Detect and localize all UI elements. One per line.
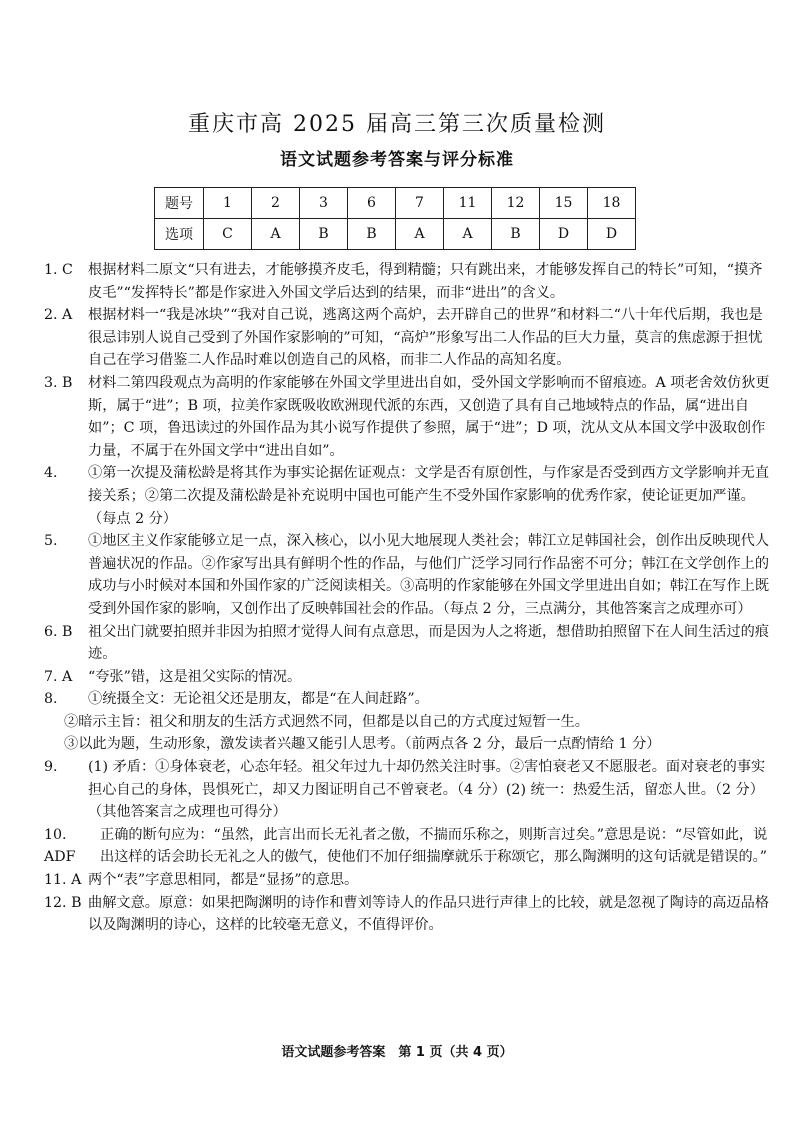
answer-option: B — [492, 219, 540, 250]
option-row — [155, 219, 636, 250]
item-number: 9. — [44, 759, 58, 776]
answer-item-1 — [44, 259, 774, 304]
question-number: 1 — [204, 188, 252, 219]
item-number: 12. B — [44, 894, 82, 911]
row-header-option: 选项 — [155, 219, 204, 250]
item-number: 11. A — [44, 872, 82, 889]
item-text: 祖父出门就要拍照并非因为拍照才觉得人间有点意思，而是因为人之将逝，想借助拍照留下在人间生活过的痕迹。 — [88, 623, 770, 663]
question-number: 3 — [300, 188, 348, 219]
question-row — [155, 188, 636, 219]
item-text: “夸张”错，这是祖父实际的情况。 — [88, 668, 302, 685]
answer-item-4 — [44, 462, 774, 530]
page-subtitle: 语文试题参考答案与评分标准 — [280, 150, 514, 170]
item-text: 两个“表”字意思相同，都是“显扬”的意思。 — [88, 872, 359, 889]
item-text: ①第一次提及蒲松龄是将其作为事实论据佐证观点：文学是否有原创性，与作家是否受到西方文学影响并无直接关系；②第二次提及蒲松龄是补充说明中国也可能产生不受外国作家影响的优秀作家，使论证更加严谨。（每点 2 分） — [88, 465, 770, 527]
item-text: 曲解文意。原意：如果把陶渊明的诗作和曹刘等诗人的作品只进行声律上的比较，就是忽视了陶诗的高迈品格以及陶渊明的诗心，这样的比较毫无意义，不值得评价。 — [88, 894, 770, 934]
page-title: 重庆市高 2025 届高三第三次质量检测 — [188, 112, 606, 137]
answer-item-3 — [44, 372, 774, 462]
item-subtext: ③以此为题，生动形象，激发读者兴趣又能引人思考。（前两点各 2 分，最后一点酌情给 1 分） — [64, 736, 661, 753]
answer-item-12 — [44, 892, 774, 937]
question-number: 12 — [492, 188, 540, 219]
answer-item-2 — [44, 304, 774, 372]
question-number: 11 — [444, 188, 492, 219]
item-number: 6. B — [44, 623, 73, 640]
item-number: 4. — [44, 465, 58, 482]
answer-item-5 — [44, 530, 774, 620]
answer-item-9 — [44, 756, 774, 824]
answer-item-10 — [44, 824, 774, 869]
answer-item-8 — [44, 688, 774, 711]
question-number: 2 — [252, 188, 300, 219]
item-number: 7. A — [44, 668, 73, 685]
answer-item-11 — [44, 869, 774, 892]
page-footer: 语文试题参考答案 第 1 页（共 4 页） — [281, 1045, 513, 1060]
question-number: 18 — [588, 188, 636, 219]
answer-table — [154, 187, 636, 250]
item-text: (1) 矛盾：①身体衰老，心态年轻。祖父年过九十却仍然关注时事。②害怕衰老又不愿服老。面对衰老的事实担心自己的身体，畏惧死亡，却又力图证明自己不曾衰老。（4 分）(2) 统一：热爱生活，留恋人世。（2 分）（其他答案言之成理也可得分） — [88, 759, 766, 821]
item-number: 8. — [44, 691, 58, 708]
answer-item-7 — [44, 666, 774, 689]
item-subtext: ②暗示主旨：祖父和朋友的生活方式迥然不同，但都是以自己的方式度过短暂一生。 — [64, 713, 589, 730]
answer-explanations — [44, 259, 774, 937]
answer-option: D — [540, 219, 588, 250]
item-text: ①地区主义作家能够立足一点，深入核心，以小见大地展现人类社会；韩江立足韩国社会，创作出反映现代人普遍状况的作品。②作家写出具有鲜明个性的作品，与他们广泛学习同行作品密不可分；韩江在文学创作上的成功与小时候对本国和外国作家的广泛阅读相关。③高明的作家能够在外国文学里进出自如；韩江在写作上既受到外国作家的影响，又创作出了反映韩国社会的作品。（每点 2 分，三点满分，其他答案言之成理亦可） — [88, 533, 770, 617]
item-number: 3. B — [44, 374, 73, 391]
answer-item-6 — [44, 621, 774, 666]
answer-item-8-sub — [44, 733, 774, 756]
answer-option: A — [252, 219, 300, 250]
answer-item-8-sub — [44, 711, 774, 734]
answer-option: B — [300, 219, 348, 250]
item-text: 正确的断句应为：“虽然，此言出而长无礼者之傲，不揣而乐称之，则斯言过矣。”意思是说：“尽管如此，说出这样的话会助长无礼之人的傲气，使他们不加仔细揣摩就乐于称颂它，那么陶渊明的这句话就是错误的。” — [100, 826, 768, 866]
item-text: 根据材料二原文“只有进去，才能够摸齐皮毛，得到精髓；只有跳出来，才能够发挥自己的特长”可知，“摸齐皮毛”“发挥特长”都是作家进入外国文学后达到的结果，而非“进出”的含义。 — [88, 262, 763, 301]
answer-option: D — [588, 219, 636, 250]
question-number: 6 — [348, 188, 396, 219]
answer-option: C — [204, 219, 252, 250]
item-text: 材料二第四段观点为高明的作家能够在外国文学里进出自如，受外国文学影响而不留痕迹。A 项老舍效仿狄更斯，属于“进”；B 项，拉美作家既吸收欧洲现代派的东西，又创造了具有自己地域特点的作品，属“进出自如”；C 项，鲁迅读过的外国作品为其小说写作提供了参照，属于“进”；D 项，沈从文从本国文学中汲取创作力量，不属于在外国文学中“进出自如”。 — [88, 374, 770, 459]
item-number: 1. C — [44, 262, 73, 278]
question-number: 15 — [540, 188, 588, 219]
answer-option: A — [444, 219, 492, 250]
item-number: 5. — [44, 533, 58, 550]
question-number: 7 — [396, 188, 444, 219]
item-number: 10. ADF — [44, 826, 76, 866]
row-header-question: 题号 — [155, 188, 204, 219]
item-number: 2. A — [44, 307, 73, 324]
item-text: ①统摄全文：无论祖父还是朋友，都是“在人间赶路”。 — [88, 691, 429, 708]
item-text: 根据材料一“我是冰块”“我对自己说，逃离这两个高炉，去开辟自己的世界”和材料二“八十年代后期，我也是很忌讳别人说自己受到了外国作家影响的”可知，“高炉”形象写出二人作品的巨大力量，莫言的焦虑源于担忧自己在学习借鉴二人作品时难以创造自己的风格，而非二人作品的高知名度。 — [88, 307, 763, 369]
answer-option: A — [396, 219, 444, 250]
answer-option: B — [348, 219, 396, 250]
